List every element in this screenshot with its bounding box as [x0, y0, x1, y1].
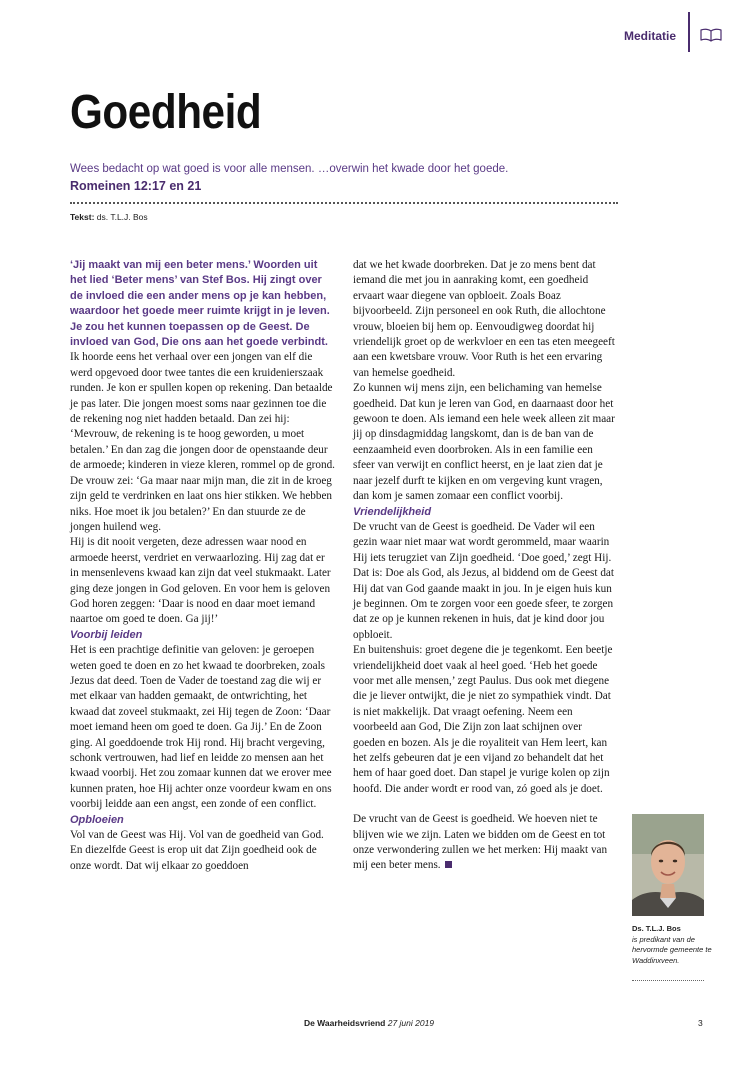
caption-description: is predikant van de hervormde gemeente te Waddinxveen. — [632, 934, 712, 965]
byline — [70, 212, 148, 222]
closing-text: De vrucht van de Geest is goedheid. We hoeven niet te blijven wie we zijn. Laten we bidden om de Geest en tot onze verwondering zullen we het merken: Hij maakt van mij een beter mens. — [353, 813, 608, 872]
body-paragraph: dat we het kwade doorbreken. Dat je zo mens bent dat iemand die met jou in aanraking komt, een goedheid ervaart waar diegene van opbloeit. Zoals Boaz bijvoorbeeld. Zijn personeel en ook Ruth, die allochtone vrouw, bloeien bij hem op. Eenvoudigweg doordat hij vriendelijk groet op de werkvloer en een tas eten meegeeft aan een kwetsbare vrouw. Voor Ruth is het een ervaring van hemelse goedheid. — [353, 259, 615, 379]
body-paragraph: De vrucht van de Geest is goedheid. De Vader wil een gezin waar niet maar wat wordt gerommeld, maar waarin Hij iets terugziet van Zijn goedheid. ‘Doe goed,’ zegt Hij. Dat is: Doe als God, als Jezus, al biddend om de Geest dat Hij dat van God gaande maakt in jou. In je eigen huis kun je beginnen. Om te zorgen voor een goede sfeer, te zorgen dat ze op je kunnen rekenen in huis, dat je kind door jou opbloeit. — [353, 520, 614, 641]
end-mark-icon — [445, 861, 452, 868]
body-paragraph: Vol van de Geest was Hij. Vol van de goedheid van God. En diezelfde Geest is erop uit dat Zijn goedheid ook de onze wordt. Dat wij elkaar zo goeddoen — [70, 829, 324, 872]
body-paragraph: Het is een prachtige definitie van geloven: je geroepen weten goed te doen en zo het kwaad te doorbreken, zoals Jezus dat deed. Toen de Vader de toestand zag die wij er met elkaar van hadden gemaakt, de ontwrichting, het kwaad dat zoveel stukmaakt, zei Hij tegen de Zoon: ‘Daar moet iemand heen om goed te doen. Ga Jij.’ En de Zoon ging. Al goeddoende trok Hij rond. Hij bracht vergeving, schonk vertrouwen, had lief en leidde zo mensen aan het kwaad voorbij. Het zou zomaar kunnen dat we erover mee kunnen praten, hoe Hij achter onze voordeur kwam en ons voorbij leidde aan een angst, een zonde of een conflict. — [70, 644, 332, 811]
byline-label: Tekst: — [70, 212, 95, 222]
subheading-opbloeien: Opbloeien — [70, 813, 124, 826]
body-paragraph: Ik hoorde eens het verhaal over een jongen van elf die werd opgevoed door twee tantes die een kruidenierszaak runden. Je kon er spullen kopen op rekening. Dan betaalde je pas later. Die jongen moest soms naar gezinnen toe die de rekening nog niet hadden betaald. Dan zei hij: ‘Mevrouw, de rekening is te hoog geworden, u moet betalen.’ En dan zag die jongen door de openstaande deur de armoede; kinderen in vieze kleren, rommel op de grond. De vrouw zei: ‘Ga maar naar mijn man, die zit in de kroeg zijn geld te verdrinken en laat ons hier stikken. We hebben niks. Hoe moet ik jou betalen?’ En dan stuurde ze de jongen huilend weg. — [70, 351, 335, 533]
footer-publication: De Waarheidsvriend — [303, 1018, 386, 1028]
author-photo — [632, 814, 704, 916]
dotted-divider — [70, 202, 618, 204]
column-right — [353, 258, 615, 874]
byline-author: ds. T.L.J. Bos — [96, 212, 148, 222]
footer-date: 27 juni 2019 — [387, 1018, 435, 1028]
bible-reference: Romeinen 12:17 en 21 — [70, 179, 202, 193]
article-title: Goedheid — [70, 86, 262, 139]
body-paragraph: En buitenshuis: groet degene die je tegenkomt. Een beetje vriendelijkheid doet vaak al heel goed. ‘Heb het goede voor met alle mensen,’ zegt Paulus. Dus ook met diegene die je liever ontwijkt, die je niet zo sympathiek vindt. Dat is niet makkelijk. Dat vraagt oefening. Neem een voorbeeld aan God, Die Zijn zon laat schijnen over goeden en bozen. Als je die royaliteit van Hem leert, kan het zelfs gebeuren dat je een vijand zo behandelt dat het hem of haar goed doet. Dan stapel je vurige kolen op zijn hoofd. Die ander wordt er rood van, zó goed als je doet. — [353, 644, 613, 795]
intro-paragraph: ‘Jij maakt van mij een beter mens.’ Woorden uit het lied ‘Beter mens’ van Stef Bos. Hij zingt over de invloed die een ander mens op je kan hebben, waardoor het goede meer ruimte krijgt in je leven. Je zou het kunnen toepassen op de Geest. De invloed van God, Die ons aan het goede verbindt. — [70, 259, 330, 349]
subheading-vriendelijkheid: Vriendelijkheid — [353, 505, 432, 518]
closing-paragraph — [353, 812, 615, 874]
column-left — [70, 258, 336, 874]
open-book-icon — [700, 28, 722, 42]
section-label: Meditatie — [623, 29, 676, 43]
caption-name: Ds. T.L.J. Bos — [632, 924, 681, 933]
bible-quote: Wees bedacht op wat goed is voor alle mensen. …overwin het kwade door het goede. — [70, 163, 509, 175]
subheading-voorbij-leiden: Voorbij leiden — [70, 628, 143, 641]
caption-divider — [632, 980, 704, 981]
header-divider — [688, 12, 690, 52]
footer — [0, 1018, 738, 1028]
body-paragraph: Zo kunnen wij mens zijn, een belichaming van hemelse goedheid. Dat kun je leren van God, en daarnaast door het gewoon te doen. Als iemand een hele week alleen zit maar jij op dinsdagmiddag langskomt, dan is de ban van de eenzaamheid even doorbroken. Als in een familie een sfeer van verwijt en conflict heerst, en je laat zien dat je naar jezelf durft te kijken en om vergeving kunt vragen, dan kom je samen zomaar een conflict voorbij. — [353, 382, 615, 503]
body-paragraph: Hij is dit nooit vergeten, deze adressen waar nood en armoede heerst, verdriet en verwaarlozing. Hij zag dat er in mensenlevens kwaad kan zijn dat veel stukmaakt. Later ging deze jongen in God geloven. En voor hem is geloven God horen zeggen: ‘Daar is nood en daar moet iemand naartoe om goed te doen. Ga jij!’ — [70, 536, 331, 626]
page-number: 3 — [698, 1018, 703, 1028]
photo-caption — [632, 924, 712, 966]
